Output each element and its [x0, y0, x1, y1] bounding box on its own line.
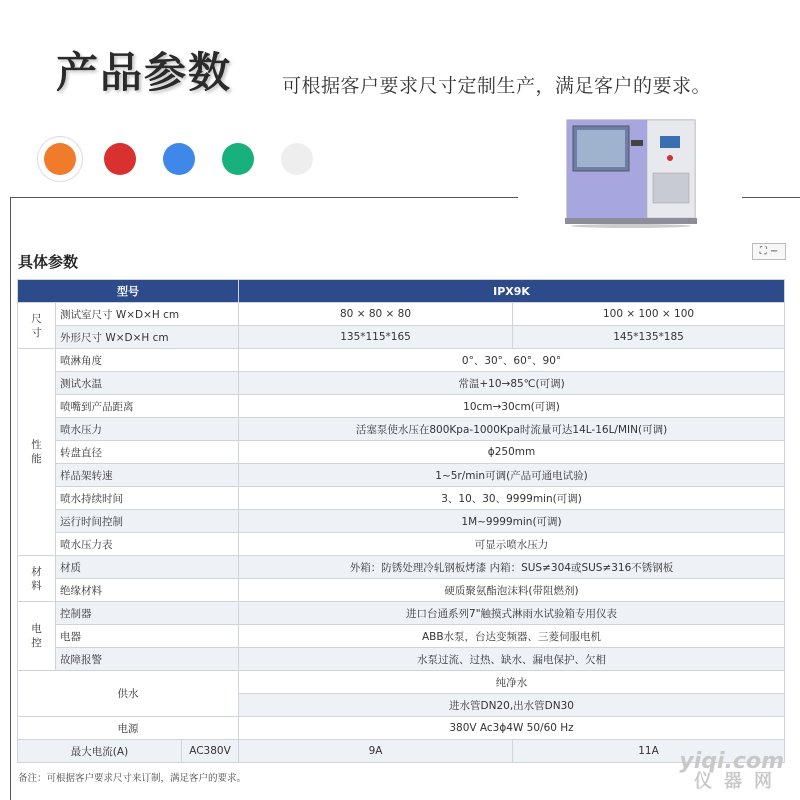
watermark-line2: 仪器网 [694, 771, 784, 792]
model-header-value: IPX9K [239, 280, 785, 303]
fullscreen-icon[interactable]: ⛶ [759, 246, 767, 257]
page-title: 产品参数 [56, 48, 233, 97]
row-label: 测试室尺寸 W×D×H cm [56, 303, 239, 326]
row-label: 供水 [18, 671, 239, 717]
row-label: 测试水温 [56, 372, 239, 395]
table-row [18, 441, 785, 464]
row-value: 380V Ac3ϕ4W 50/60 Hz [239, 717, 785, 740]
color-swatch-green[interactable] [222, 143, 254, 175]
row-value: 135*115*165 [239, 326, 513, 349]
category-electric: 电控 [18, 602, 56, 671]
category-size: 尺寸 [18, 303, 56, 349]
row-value: 活塞泵使水压在800Kpa-1000Kpa时流量可达14L-16L/MIN(可调) [239, 418, 785, 441]
row-value: 80 × 80 × 80 [239, 303, 513, 326]
table-row [18, 648, 785, 671]
row-value: 3、10、30、9999min(可调) [239, 487, 785, 510]
row-value: 145*135*185 [513, 326, 785, 349]
frame-top-line [10, 197, 518, 198]
watermark-line1: yiqi.com [679, 749, 784, 774]
row-label: 喷嘴到产品距离 [56, 395, 239, 418]
table-row [18, 602, 785, 625]
table-row [18, 395, 785, 418]
table-row [18, 303, 785, 326]
row-value: AC380V [182, 740, 239, 763]
page-subtitle: 可根据客户要求尺寸定制生产，满足客户的要求。 [282, 75, 712, 97]
table-row [18, 533, 785, 556]
table-header-row [18, 280, 785, 303]
spec-table [17, 279, 785, 763]
color-swatch-red[interactable] [104, 143, 136, 175]
test-chamber-image [565, 118, 697, 228]
row-label: 电源 [18, 717, 239, 740]
category-performance: 性能 [18, 349, 56, 556]
minus-icon[interactable]: − [769, 246, 779, 257]
table-row [18, 740, 785, 763]
row-value: 0°、30°、60°、90° [239, 349, 785, 372]
row-value: ϕ250mm [239, 441, 785, 464]
row-value: 1M~9999min(可调) [239, 510, 785, 533]
row-label: 绝缘材料 [56, 579, 239, 602]
row-value: 1~5r/min可调(产品可通电试验) [239, 464, 785, 487]
row-label: 转盘直径 [56, 441, 239, 464]
table-row [18, 349, 785, 372]
color-swatch-blue[interactable] [163, 143, 195, 175]
table-row [18, 671, 785, 694]
row-value: 水泵过流、过热、缺水、漏电保护、欠相 [239, 648, 785, 671]
color-swatch-white[interactable] [281, 143, 313, 175]
row-value: 外箱：防锈处理冷轧钢板烤漆 内箱：SUS≠304或SUS≠316不锈钢板 [239, 556, 785, 579]
row-label: 喷水压力 [56, 418, 239, 441]
watermark [679, 749, 784, 792]
row-label: 喷水压力表 [56, 533, 239, 556]
footnote: 备注：可根据客户要求尺寸来订制，满足客户的要求。 [18, 773, 247, 784]
row-label: 材质 [56, 556, 239, 579]
model-header-label: 型号 [18, 280, 239, 303]
table-row [18, 418, 785, 441]
table-row [18, 625, 785, 648]
zoom-control[interactable] [752, 243, 786, 260]
row-value: 可显示喷水压力 [239, 533, 785, 556]
row-value: 进水管DN20,出水管DN30 [239, 694, 785, 717]
row-label: 外形尺寸 W×D×H cm [56, 326, 239, 349]
row-value: 纯净水 [239, 671, 785, 694]
color-swatch-orange[interactable] [44, 143, 76, 175]
table-row [18, 717, 785, 740]
table-row [18, 579, 785, 602]
table-row [18, 487, 785, 510]
row-value: 100 × 100 × 100 [513, 303, 785, 326]
row-label: 控制器 [56, 602, 239, 625]
table-row [18, 510, 785, 533]
row-value: 11A [513, 740, 785, 763]
frame-left-line [10, 197, 11, 800]
row-value: 9A [239, 740, 513, 763]
table-row [18, 326, 785, 349]
category-material: 材料 [18, 556, 56, 602]
table-row [18, 372, 785, 395]
row-label: 故障报警 [56, 648, 239, 671]
row-label: 运行时间控制 [56, 510, 239, 533]
table-row [18, 464, 785, 487]
row-value: 进口台通系列7"触摸式淋雨水试验箱专用仪表 [239, 602, 785, 625]
row-value: 硬质聚氨酯泡沫料(带阻燃剂) [239, 579, 785, 602]
row-label: 喷水持续时间 [56, 487, 239, 510]
table-row [18, 556, 785, 579]
spec-heading: 具体参数 [18, 253, 79, 271]
row-value: ABB水泵，台达变频器、三菱伺服电机 [239, 625, 785, 648]
frame-top-line-right [742, 197, 800, 198]
row-label: 最大电流(A) [18, 740, 182, 763]
row-value: 常温+10→85℃(可调) [239, 372, 785, 395]
row-value: 10cm→30cm(可调) [239, 395, 785, 418]
row-label: 喷淋角度 [56, 349, 239, 372]
row-label: 电器 [56, 625, 239, 648]
row-label: 样品架转速 [56, 464, 239, 487]
